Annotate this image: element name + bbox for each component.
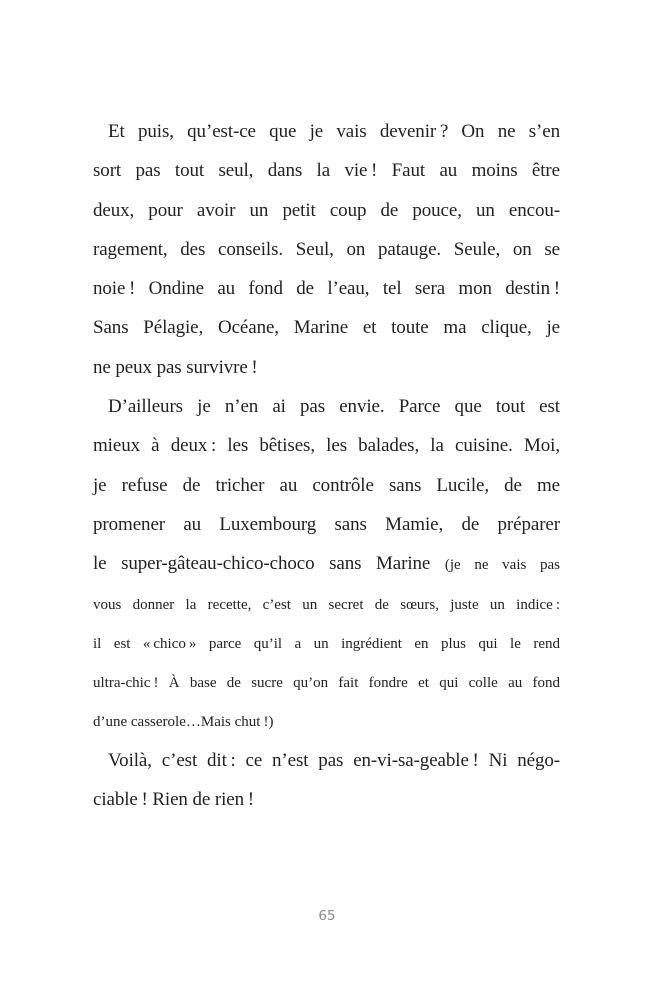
text-line xyxy=(93,741,560,780)
text-line xyxy=(93,348,560,387)
text-run: ragement, des conseils. Seul, on patauge. Seule, on se xyxy=(93,238,560,260)
text-line xyxy=(93,544,560,583)
paragraph xyxy=(93,387,560,741)
text-line xyxy=(93,112,560,151)
text-run: mieux à deux : les bêtises, les balades, la cuisine. Moi, xyxy=(93,435,560,457)
text-line xyxy=(93,269,560,308)
text-run: d’une casserole…Mais chut !) xyxy=(93,714,274,731)
text-run: ne peux pas survivre ! xyxy=(93,356,258,378)
text-run: deux, pour avoir un petit coup de pouce, un encou- xyxy=(93,199,560,221)
text-line xyxy=(93,387,560,426)
text-line xyxy=(93,701,560,740)
text-run: Et puis, qu’est-ce que je vais devenir ? On ne s’en xyxy=(108,121,560,142)
text-line xyxy=(93,466,560,505)
text-run: sort pas tout seul, dans la vie ! Faut au moins être xyxy=(93,160,560,182)
paragraph xyxy=(93,741,560,820)
text-run: D’ailleurs je n’en ai pas envie. Parce que tout est xyxy=(108,396,560,418)
text-line xyxy=(93,584,560,623)
text-line xyxy=(93,230,560,269)
text-run: Voilà, c’est dit : ce n’est pas en-vi-sa-geable ! Ni négo- xyxy=(108,749,560,771)
page-text xyxy=(93,112,560,819)
text-run: je refuse de tricher au contrôle sans Lucile, de me xyxy=(93,474,560,496)
text-line xyxy=(93,662,560,701)
text-run: ultra-chic ! À base de sucre qu’on fait fondre et qui colle au fond xyxy=(93,675,560,692)
text-run: il est « chico » parce qu’il a un ingrédient en plus qui le rend xyxy=(93,635,560,652)
text-line xyxy=(93,623,560,662)
text-run: vous donner la recette, c’est un secret de sœurs, juste un indice : xyxy=(93,596,560,613)
text-run: Sans Pélagie, Océane, Marine et toute ma clique, je xyxy=(93,317,560,339)
text-run: ciable ! Rien de rien ! xyxy=(93,789,254,811)
text-run: le super-gâteau-chico-choco sans Marine xyxy=(93,553,445,575)
paragraph xyxy=(93,112,560,387)
text-line xyxy=(93,151,560,190)
text-line xyxy=(93,191,560,230)
text-line xyxy=(93,505,560,544)
text-run: (je ne vais pas xyxy=(444,557,560,574)
text-run: promener au Luxembourg sans Mamie, de préparer xyxy=(93,513,560,535)
text-line xyxy=(93,780,560,819)
text-line xyxy=(93,308,560,347)
page-number: 65 xyxy=(318,908,336,924)
text-run: noie ! Ondine au fond de l’eau, tel sera mon destin ! xyxy=(93,278,560,300)
text-line xyxy=(93,426,560,465)
